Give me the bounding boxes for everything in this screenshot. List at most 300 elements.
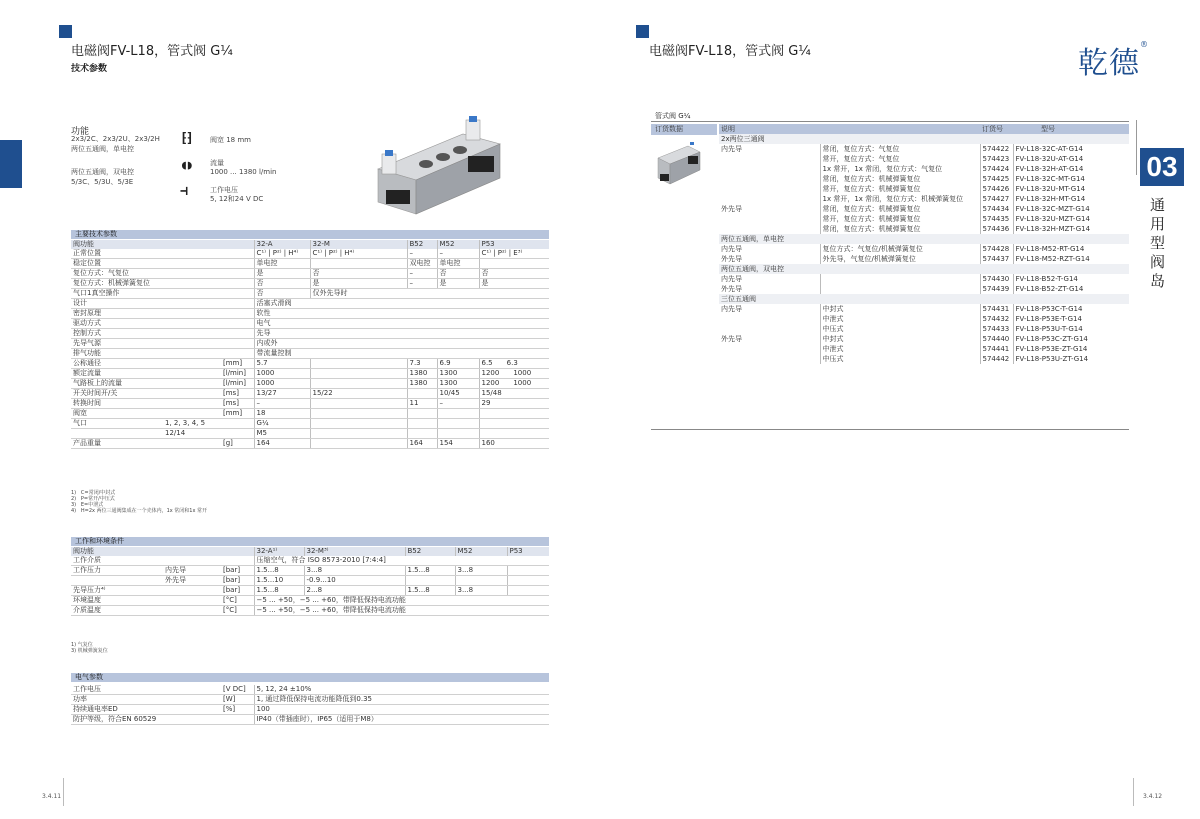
row-label: 工作电压 [71,685,221,695]
table-row [719,344,1129,354]
table-row [71,419,549,429]
table-row [719,314,1129,324]
table-row [71,439,549,449]
left-side-tab [0,140,22,188]
row-label: 驱动方式 [71,319,254,329]
table-row [719,284,1129,294]
cell [719,214,820,224]
cell: 1380 [407,369,437,379]
cell: 1.5...8 [405,566,455,576]
cell: FV-L18-B52-T-G14 [1013,274,1129,284]
cell: 外先导 [721,335,742,343]
row-label: 气口1真空操作 [71,289,254,299]
cell [820,284,980,294]
table-row [719,274,1129,284]
function-line-3: 两位五通阀，双电控 [71,168,134,176]
cell: 574423 [980,154,1013,164]
main-table-notes: 1) C=常闭/中封式 2) P=常开/中压式 3) E=中泄式 4) H=2x 两位三通阀集成在一个壳体内，1x 常闭和1x 常开 [71,490,208,514]
cell: 否 [310,269,407,279]
cell: 574430 [980,274,1013,284]
cell: [ms] [221,399,254,409]
header-cell: P53 [507,547,549,556]
table-row [71,409,549,419]
cell: 5.7 [254,359,310,369]
row-label: 防护等级，符合EN 60529 [71,715,221,725]
cell: 仅外先导时 [310,289,549,299]
cell: FV-L18-P53U-T-G14 [1013,324,1129,334]
row-label: 先导气源 [71,339,254,349]
row-label: 气路板上的流量 [71,379,221,389]
table-row [719,324,1129,334]
row-label: 复位方式：气复位 [71,269,254,279]
row-label: 控制方式 [71,329,254,339]
table-row [71,240,549,249]
cell: 1x 常开，1x 常闭，复位方式：气复位 [820,164,980,174]
cell: 574433 [980,324,1013,334]
table-row [71,606,549,616]
table-row [719,354,1129,364]
table-row [71,299,549,309]
left-title-marker [59,25,72,38]
cell: FV-L18-32U-AT-G14 [1013,154,1129,164]
cell [310,419,407,429]
cell [455,576,507,586]
elec-table [71,685,549,725]
cell [163,556,221,566]
header-cell: B52 [407,240,437,249]
cell: FV-L18-P53C-ZT-G14 [1013,334,1129,344]
left-page-number: 3.4.11 [42,793,62,800]
header-cell: 型号 [1013,124,1129,134]
table-row [719,204,1129,214]
cell: 164 [254,439,310,449]
cell [719,314,820,324]
table-row [71,399,549,409]
main-tech-table [71,240,549,449]
order-group-row [719,234,1129,244]
cell: 11 [407,399,437,409]
header-cell: P53 [479,240,549,249]
cell [405,576,455,586]
cell: 574439 [980,284,1013,294]
cell [719,174,820,184]
cell: 574437 [980,254,1013,264]
order-group-row [719,264,1129,274]
cell: FV-L18-P53U-ZT-G14 [1013,354,1129,364]
cell [479,409,549,419]
valve-product-image [368,114,508,224]
cell: 软性 [254,309,549,319]
cell: 复位方式：气复位/机械弹簧复位 [820,244,980,254]
cell [719,344,820,354]
table-row [71,685,549,695]
table-row [719,254,1129,264]
group-label: 两位五通阀，双电控 [719,264,1129,274]
table-row [71,289,549,299]
row-label: 功率 [71,695,221,705]
row-label: 转换时间 [71,399,221,409]
cell [719,324,820,334]
cell: IP40（带插座时），IP65（适用于M8） [254,715,549,725]
flow-label: 流量 [210,159,224,167]
cell: – [437,399,479,409]
cell: – [407,279,437,289]
table-row [719,224,1129,234]
cell [310,379,407,389]
brand-logo: 乾德® [1078,40,1149,81]
cell: 164 [407,439,437,449]
cell: C¹⁾ | P²⁾ | H⁴⁾ [310,249,407,259]
cell: 中泄式 [820,314,980,324]
cell: 常闭，复位方式：机械弹簧复位 [820,204,980,214]
row-label: 持续通电率ED [71,705,221,715]
row-label: 产品重量 [71,439,221,449]
cell: 1.5...8 [254,586,304,596]
order-product-image [654,140,702,190]
table-row [719,154,1129,164]
header-cell: 说明 [719,124,820,134]
cell: [°C] [221,606,254,616]
cell: FV-L18-32H-MT-G14 [1013,194,1129,204]
header-cell: M52 [437,240,479,249]
table-row [71,566,549,576]
cell: 1380 [407,379,437,389]
table-row [719,244,1129,254]
header-cell: 32-M³⁾ [304,547,405,556]
cell: −5 ... +50，−5 ... +60，带降低保持电流功能 [254,606,549,616]
cell: 12/14 [163,429,221,439]
env-table-title: 工作和环境条件 [71,537,549,546]
cell: 内先导 [721,145,742,153]
left-page-subtitle: 技术参数 [71,64,108,74]
row-label: 额定流量 [71,369,221,379]
header-cell: B52 [405,547,455,556]
cell [221,429,254,439]
cell: 6.5 6.3 [479,359,549,369]
cell [719,164,820,174]
cell: FV-L18-32C-MT-G14 [1013,174,1129,184]
cell: 否 [254,279,310,289]
cell: 574427 [980,194,1013,204]
right-title-marker [636,25,649,38]
table-row [71,715,549,725]
cell: FV-L18-P53E-T-G14 [1013,314,1129,324]
cell: [bar] [221,586,254,596]
table-row [71,269,549,279]
cell [163,596,221,606]
cell [820,274,980,284]
table-row [71,339,549,349]
cell [479,429,549,439]
flow-value: 1000 ... 1380 l/min [210,168,277,176]
cell [479,419,549,429]
cell: 574436 [980,224,1013,234]
cell: 中压式 [820,354,980,364]
table-row [71,576,549,586]
cell: 574422 [980,144,1013,154]
cell: [V DC] [221,685,254,695]
row-label: 设计 [71,299,254,309]
cell: 3...8 [304,566,405,576]
row-label: 正常位置 [71,249,163,259]
cell: – [437,249,479,259]
cell: 18 [254,409,310,419]
cell: FV-L18-M52-RZT-G14 [1013,254,1129,264]
row-label: 工作介质 [71,556,163,566]
cell: 1, 2, 3, 4, 5 [163,419,221,429]
cell: 活塞式滑阀 [254,299,549,309]
cell [507,576,549,586]
cell: 单电控 [437,259,479,269]
row-label: 气口 [71,419,163,429]
cell: -0.9...10 [304,576,405,586]
cell: [°C] [221,596,254,606]
header-cell: 阀功能 [71,240,163,249]
cell: 100 [254,705,549,715]
chapter-number: 03 [1140,148,1184,186]
cell [407,429,437,439]
header-cell: 32-M [310,240,407,249]
cell: 是 [254,269,310,279]
cell: 10/45 [437,389,479,399]
table-row [71,309,549,319]
cell: 574442 [980,354,1013,364]
cell: FV-L18-32C-MZT-G14 [1013,204,1129,214]
header-cell: 阀功能 [71,547,163,556]
order-top-rule [651,121,1129,122]
cell: 574440 [980,334,1013,344]
row-label: 介质温度 [71,606,163,616]
cell: 外先导 [721,285,742,293]
cell [719,194,820,204]
cell: 574441 [980,344,1013,354]
cell: 内先导 [721,245,742,253]
env-table-notes: 1) 气复位 3) 机械弹簧复位 [71,642,108,654]
cell: 3...8 [455,586,507,596]
cell: – [254,399,310,409]
table-row [71,379,549,389]
table-row [71,359,549,369]
cell [221,419,254,429]
cell: 1.5...10 [254,576,304,586]
cell: 1300 [437,369,479,379]
cell: 内或外 [254,339,549,349]
order-group-row [719,134,1129,144]
env-table [71,547,549,616]
cell: 中封式 [820,334,980,344]
cell [310,369,407,379]
cell: 外先导 [721,205,742,213]
cell: 常开，复位方式：气复位 [820,154,980,164]
cell: [l/min] [221,369,254,379]
cell: – [407,249,437,259]
cell: FV-L18-P53C-T-G14 [1013,304,1129,314]
header-cell: 32-A [254,240,310,249]
footer-divider [63,778,64,806]
table-row [719,194,1129,204]
cell: 574432 [980,314,1013,324]
cell: FV-L18-B52-ZT-G14 [1013,284,1129,294]
row-label: 复位方式：机械弹簧复位 [71,279,254,289]
cell: 外先导 [721,255,742,263]
cell [310,439,407,449]
row-label [71,429,163,439]
table-row [71,547,549,556]
cell: 1.5...8 [254,566,304,576]
cell [310,359,407,369]
cell: 是 [479,279,549,289]
cell: [g] [221,439,254,449]
function-title: 功能 [71,127,90,137]
cell: 574425 [980,174,1013,184]
cell: [%] [221,705,254,715]
cell: 574434 [980,204,1013,214]
table-row [71,695,549,705]
cell: 1200 1000 [479,379,549,389]
table-row [71,586,549,596]
cell: FV-L18-32U-MZT-G14 [1013,214,1129,224]
row-label: 稳定位置 [71,259,254,269]
voltage-icon: ⊣ [180,184,186,199]
row-label: 工作压力 [71,566,163,576]
cell [719,184,820,194]
cell: 单电控 [254,259,310,269]
cell: FV-L18-32U-MT-G14 [1013,184,1129,194]
order-section-title: 管式阀 G¼ [655,112,691,120]
table-row [719,124,1129,134]
cell [221,715,254,725]
cell [407,419,437,429]
left-page-title: 电磁阀FV-L18，管式阀 G¼ [71,44,233,59]
cell: 1, 通过降低保持电流功能降低到0.35 [254,695,549,705]
function-line-2: 两位五通阀，单电控 [71,145,134,153]
cell: 外先导 [163,576,221,586]
cell: 外先导，气复位/机械弹簧复位 [820,254,980,264]
cell: [bar] [221,576,254,586]
order-data-label: 订货数据 [651,124,717,135]
cell: G¼ [254,419,310,429]
cell: 574435 [980,214,1013,224]
table-row [719,334,1129,344]
cell: 574426 [980,184,1013,194]
group-label: 两位五通阀，单电控 [719,234,1129,244]
row-label [71,576,163,586]
cell: 1300 [437,379,479,389]
cell: [bar] [221,566,254,576]
table-row [71,389,549,399]
cell [310,429,407,439]
cell: 带流量控制 [254,349,549,359]
cell [437,419,479,429]
cell [507,566,549,576]
group-label: 2x两位三通阀 [719,134,1129,144]
cell: 7.3 [407,359,437,369]
cell: [mm] [221,409,254,419]
cell: 否 [254,289,310,299]
cell: 内先导 [721,275,742,283]
cell [719,224,820,234]
cell [719,154,820,164]
table-row [71,249,549,259]
cell [719,354,820,364]
cell: FV-L18-32H-AT-G14 [1013,164,1129,174]
table-row [719,184,1129,194]
cell: 双电控 [407,259,437,269]
cell: 常闭，复位方式：机械弹簧复位 [820,224,980,234]
row-label: 开关时间开/关 [71,389,221,399]
valve-width-text: 阀宽 18 mm [210,136,251,144]
group-label: 三位五通阀 [719,294,1129,304]
cell: 2...8 [304,586,405,596]
header-cell: M52 [455,547,507,556]
table-row [719,144,1129,154]
cell: FV-L18-P53E-ZT-G14 [1013,344,1129,354]
cell [310,259,407,269]
cell: FV-L18-M52-RT-G14 [1013,244,1129,254]
cell: 1000 [254,379,310,389]
cell: 先导 [254,329,549,339]
cell: 否 [437,269,479,279]
header-cell: 订货号 [980,124,1013,134]
right-page-number: 3.4.12 [1143,793,1163,800]
cell: 电气 [254,319,549,329]
cell: 常闭，复位方式：气复位 [820,144,980,154]
footer-divider [1133,778,1134,806]
cell [310,399,407,409]
table-row [71,329,549,339]
cell [479,259,549,269]
cell: 中泄式 [820,344,980,354]
cell: [W] [221,695,254,705]
cell: C¹⁾ | P²⁾ | H⁴⁾ [254,249,310,259]
cell: 1200 1000 [479,369,549,379]
row-label: 排气功能 [71,349,254,359]
cell: 160 [479,439,549,449]
row-label: 密封原理 [71,309,254,319]
cell: 29 [479,399,549,409]
elec-table-title: 电气参数 [71,673,549,682]
table-row [71,429,549,439]
cell: C¹⁾ | P²⁾ | E³⁾ [479,249,549,259]
table-row [719,214,1129,224]
cell: [l/min] [221,379,254,389]
row-label: 公称通径 [71,359,221,369]
row-label: 阀宽 [71,409,221,419]
table-row [719,174,1129,184]
cell: 常开，复位方式：机械弹簧复位 [820,184,980,194]
cell: FV-L18-32C-AT-G14 [1013,144,1129,154]
header-cell: 32-A¹⁾ [254,547,304,556]
order-table [719,124,1129,364]
cell: 15/22 [310,389,407,399]
table-row [719,164,1129,174]
valve-width-icon: ⁅⁆ [180,131,192,146]
function-line-4: 5/3C、5/3U、5/3E [71,178,134,186]
cell: 13/27 [254,389,310,399]
cell: 154 [437,439,479,449]
cell: M5 [254,429,310,439]
cell: 常开，复位方式：机械弹簧复位 [820,214,980,224]
cell: 中压式 [820,324,980,334]
cell: −5 ... +50，−5 ... +60，带降低保持电流功能 [254,596,549,606]
cell [163,606,221,616]
table-row [71,259,549,269]
right-margin-line [1136,120,1137,175]
cell: – [407,269,437,279]
cell: [mm] [221,359,254,369]
table-row [71,596,549,606]
cell [437,409,479,419]
